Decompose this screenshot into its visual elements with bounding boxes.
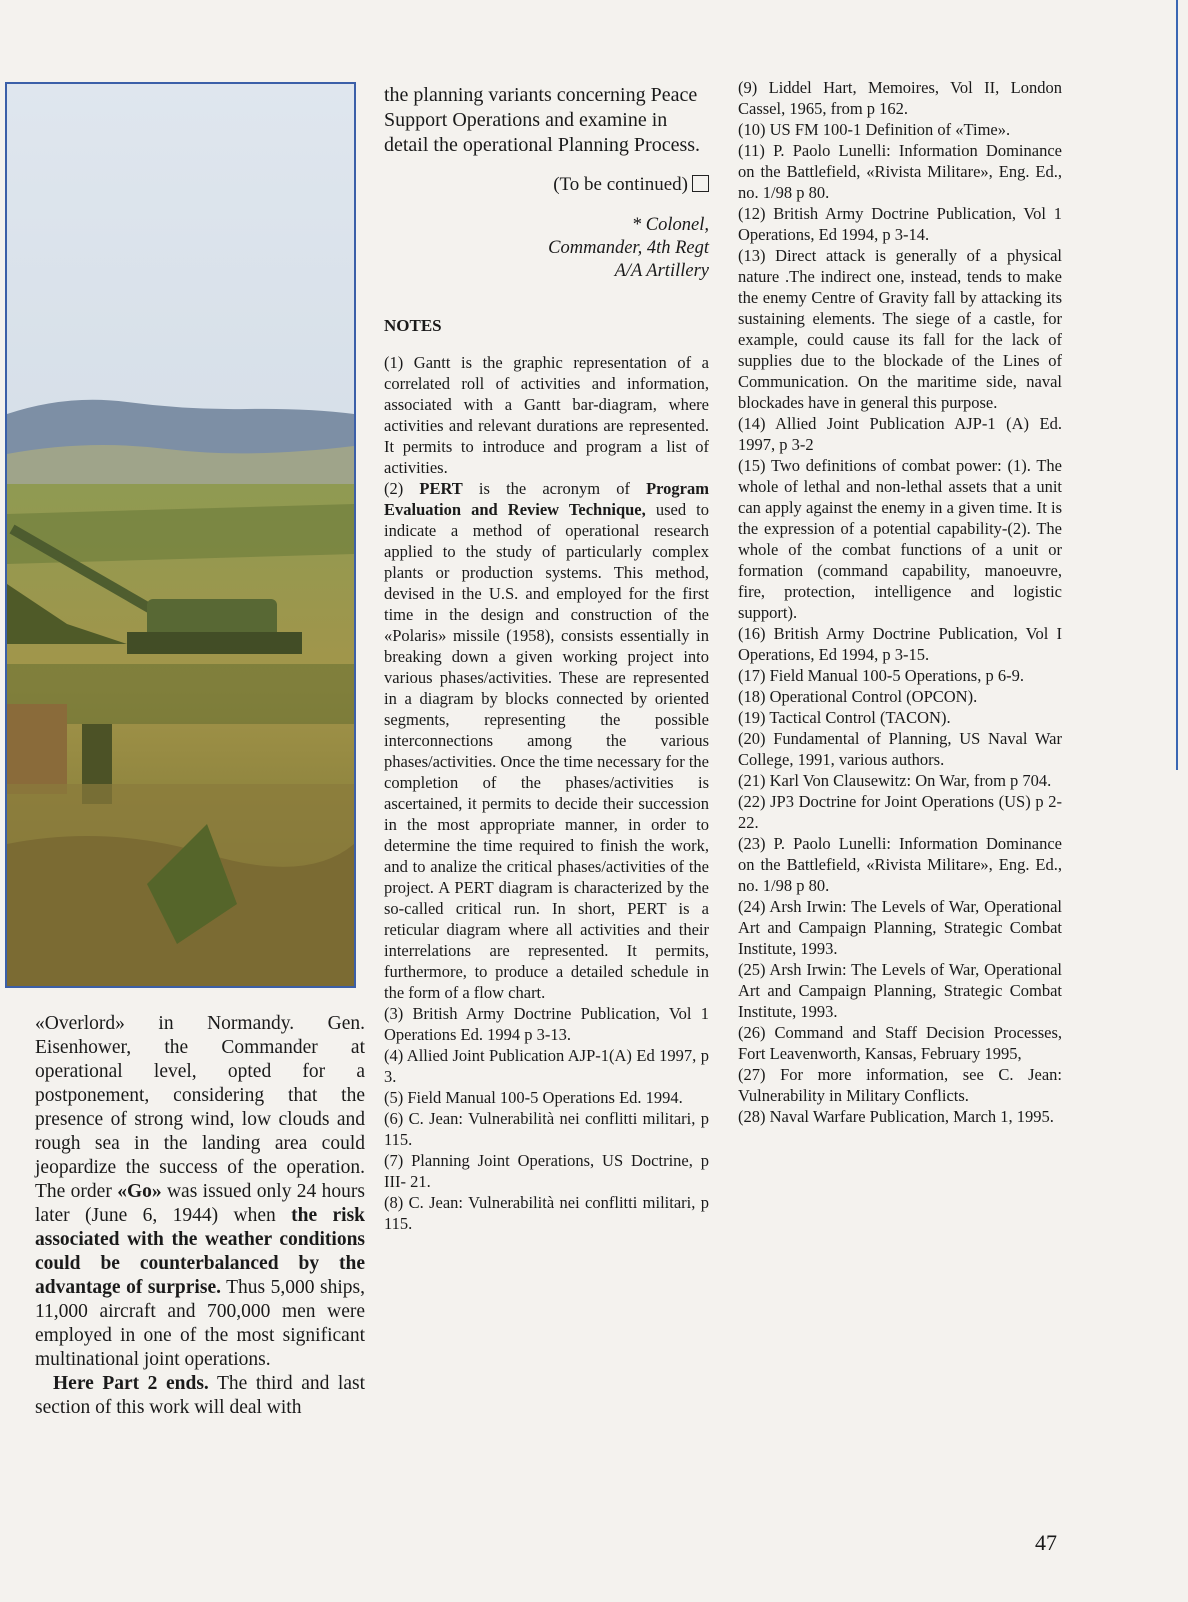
note-14: (14) Allied Joint Publication AJP-1 (A) Ed. 1997, p 3-2 <box>738 414 1062 454</box>
note-17: (17) Field Manual 100-5 Operations, p 6-9. <box>738 666 1024 685</box>
column-1-paragraph-2: Here Part 2 ends. The third and last section of this work will deal with <box>35 1373 366 1418</box>
column-1-paragraph-1: «Overlord» in Normandy. Gen. Eisenhower, the Commander at operational level, opted for a postponement, considering that the presence of strong wind, low clouds and rough sea in the landing area could jeopardize the success of the operation. The order «Go» was issued only 24 hours later (June 6, 1944) when the risk associated with the weather conditions could be counterbalanced by the advantage of surprise. Thus 5,000 ships, 11,000 aircraft and 700,000 men were employed in one of the most significant multinational joint operations. <box>35 1013 366 1370</box>
note-1: (1) Gantt is the graphic representation of a correlated roll of activities and information, associated with a Gantt bar-diagram, where activities and relevant durations are represented. It permits to introduce and program a list of activities. <box>384 353 709 477</box>
note-22: (22) JP3 Doctrine for Joint Operations (US) p 2-22. <box>738 792 1062 832</box>
note-19: (19) Tactical Control (TACON). <box>738 708 951 727</box>
note-24: (24) Arsh Irwin: The Levels of War, Operational Art and Campaign Planning, Strategic Combat Institute, 1993. <box>738 897 1062 958</box>
note-10: (10) US FM 100-1 Definition of «Time». <box>738 120 1011 139</box>
note-4: (4) Allied Joint Publication AJP-1(A) Ed 1997, p 3. <box>384 1046 709 1086</box>
note-5: (5) Field Manual 100-5 Operations Ed. 1994. <box>384 1088 683 1107</box>
note-9: (9) Liddel Hart, Memoires, Vol II, London Cassel, 1965, from p 162. <box>738 78 1062 118</box>
note-6: (6) C. Jean: Vulnerabilità nei conflitti militari, p 115. <box>384 1109 709 1149</box>
to-be-continued: (To be continued) <box>384 174 709 196</box>
note-16: (16) British Army Doctrine Publication, Vol I Operations, Ed 1994, p 3-15. <box>738 624 1062 664</box>
note-21: (21) Karl Von Clausewitz: On War, from p 704. <box>738 771 1052 790</box>
note-7: (7) Planning Joint Operations, US Doctrine, p III- 21. <box>384 1151 709 1191</box>
column-3 <box>738 77 1062 1127</box>
author-credit: * Colonel, Commander, 4th Regt A/A Artillery <box>548 214 709 281</box>
note-25: (25) Arsh Irwin: The Levels of War, Operational Art and Campaign Planning, Strategic Combat Institute, 1993. <box>738 960 1062 1021</box>
note-18: (18) Operational Control (OPCON). <box>738 687 978 706</box>
end-box-icon <box>692 175 709 192</box>
note-26: (26) Command and Staff Decision Processes, Fort Leavenworth, Kansas, February 1995, <box>738 1023 1062 1063</box>
column-1 <box>35 1012 365 1420</box>
artillery-photo <box>5 82 356 988</box>
artillery-photo-icon <box>7 84 354 986</box>
note-13: (13) Direct attack is generally of a physical nature .The indirect one, instead, tends to make the enemy Centre of Gravity fall by attacking its sustaining elements. The siege of a castle, for example, could cause its fall for the lack of supplies due to the blockade of the Lines of Communication. On the maritime side, naval blockades have in general this purpose. <box>738 246 1062 412</box>
lead-paragraph: the planning variants concerning Peace Support Operations and examine in detail the operational Planning Process. <box>384 84 701 156</box>
note-28: (28) Naval Warfare Publication, March 1, 1995. <box>738 1107 1054 1126</box>
column-2 <box>384 83 709 1234</box>
page-edge-rule <box>1176 0 1178 770</box>
note-11: (11) P. Paolo Lunelli: Information Dominance on the Battlefield, «Rivista Militare», Eng. Ed., no. 1/98 p 80. <box>738 141 1062 202</box>
note-27: (27) For more information, see C. Jean: Vulnerability in Military Conflicts. <box>738 1065 1062 1105</box>
note-23: (23) P. Paolo Lunelli: Information Dominance on the Battlefield, «Rivista Militare», Eng. Ed., no. 1/98 p 80. <box>738 834 1062 895</box>
note-3: (3) British Army Doctrine Publication, Vol 1 Operations Ed. 1994 p 3-13. <box>384 1004 709 1044</box>
note-20: (20) Fundamental of Planning, US Naval War College, 1991, various authors. <box>738 729 1062 769</box>
note-8: (8) C. Jean: Vulnerabilità nei conflitti militari, p 115. <box>384 1193 709 1233</box>
note-12: (12) British Army Doctrine Publication, Vol 1 Operations, Ed 1994, p 3-14. <box>738 204 1062 244</box>
page-number: 47 <box>1035 1530 1057 1555</box>
notes-heading: NOTES <box>384 315 442 335</box>
note-2: (2) PERT is the acronym of Program Evaluation and Review Technique, used to indicate a method of operational research applied to the study of particularly complex plants or production systems. This method, devised in the U.S. and employed for the first time in the design and construction of the «Polaris» missile (1958), consists essentially in breaking down a given working project into various phases/activities. These are represented in a diagram by blocks connected by oriented segments, representing the possible interconnections among the various phases/activities. Once the time necessary for the completion of the phases/activities is ascertained, it permits to decide their succession in the most appropriate manner, in order to determine the time required to finish the work, and to analize the critical phases/activities of the project. A PERT diagram is characterized by the so-called critical run. In short, PERT is a reticular diagram where all activities and their interrelations are represented. It permits, furthermore, to produce a detailed schedule in the form of a flow chart. <box>384 479 709 1002</box>
note-15: (15) Two definitions of combat power: (1). The whole of lethal and non-lethal assets that a unit can apply against the enemy in a given time. It is the expression of a potential capability-(2). The whole of the combat functions of a unit or formation (command capability, manoeuvre, fire, protection, intelligence and logistic support). <box>738 456 1062 622</box>
